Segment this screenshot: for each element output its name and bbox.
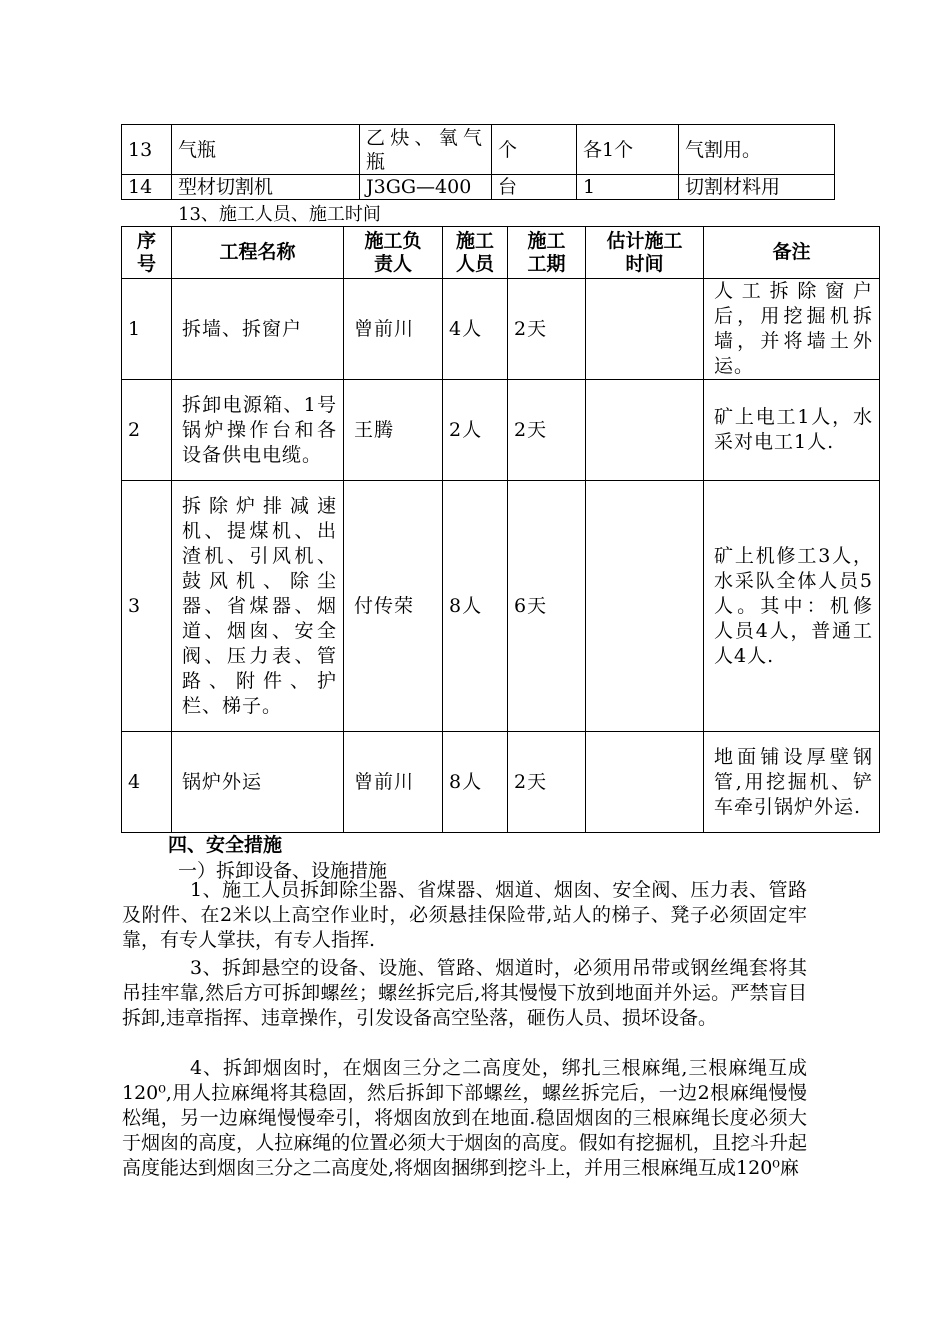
cell-est-time [586,279,704,380]
cell-remark: 地面铺设厚壁钢管,用挖掘机、铲车牵引锅炉外运. [704,732,880,833]
section-title-13: 13、施工人员、施工时间 [178,204,381,225]
cell-leader: 曾前川 [344,732,443,833]
section-title-safety: 四、安全措施 [168,834,283,856]
cell-spec: J3GG—400 [360,175,492,200]
cell-no: 2 [122,380,172,481]
cell-name: 型材切割机 [172,175,360,200]
cell-workers: 8人 [443,732,508,833]
cell-no: 1 [122,279,172,380]
cell-project: 锅炉外运 [172,732,344,833]
table-header-row [122,227,880,279]
tools-table [121,124,835,200]
cell-note: 切割材料用 [679,175,835,200]
cell-period: 2天 [508,279,586,380]
staff-table [121,226,880,833]
paragraph: 1、施工人员拆卸除尘器、省煤器、烟道、烟囱、安全阀、压力表、管路及附件、在2米以上高空作业时，必须悬挂保险带,站人的梯子、凳子必须固定牢靠，有专人掌扶，有专人指挥. [122,879,807,951]
table-row [122,279,880,380]
cell-no: 13 [122,125,172,175]
cell-no: 4 [122,732,172,833]
cell-leader: 付传荣 [344,481,443,732]
paragraph: 4、拆卸烟囱时，在烟囱三分之二高度处，绑扎三根麻绳,三根麻绳互成120⁰,用人拉麻绳将其稳固，然后拆卸下部螺丝，螺丝拆完后，一边2根麻绳慢慢松绳，另一边麻绳慢慢牵引，将烟囱放到在地面.稳固烟囱的三根麻绳长度必须大于烟囱的高度，人拉麻绳的位置必须大于烟囱的高度。假如有挖掘机，且挖斗升起高度能达到烟囱三分之二高度处,将烟囱捆绑到挖斗上，并用三根麻绳互成120⁰麻 [122,1057,807,1179]
cell-workers: 8人 [443,481,508,732]
cell-remark: 人工拆除窗户后，用挖掘机拆墙，并将墙土外运。 [704,279,880,380]
table-row [122,380,880,481]
cell-est-time [586,732,704,833]
table-row [122,175,835,200]
paragraph: 3、拆卸悬空的设备、设施、管路、烟道时，必须用吊带或钢丝绳套将其吊挂牢靠,然后方可拆卸螺丝；螺丝拆完后,将其慢慢下放到地面并外运。严禁盲目拆卸,违章指挥、违章操作，引发设备高空坠落，砸伤人员、损坏设备。 [122,957,807,1029]
cell-spec: 乙炔、氧气瓶 [360,125,492,175]
cell-note: 气割用。 [679,125,835,175]
cell-qty: 1 [577,175,679,200]
cell-no: 14 [122,175,172,200]
cell-est-time [586,380,704,481]
header-leader: 施工负责人 [344,227,443,279]
cell-period: 2天 [508,380,586,481]
cell-name: 气瓶 [172,125,360,175]
cell-workers: 2人 [443,380,508,481]
header-est-time: 估计施工时间 [586,227,704,279]
cell-remark: 矿上电工1人，水采对电工1人. [704,380,880,481]
cell-leader: 曾前川 [344,279,443,380]
table-row [122,732,880,833]
cell-leader: 王腾 [344,380,443,481]
header-project: 工程名称 [172,227,344,279]
cell-remark: 矿上机修工3人，水采队全体人员5人。其中：机修人员4人，普通工人4人. [704,481,880,732]
cell-no: 3 [122,481,172,732]
cell-period: 2天 [508,732,586,833]
cell-project: 拆除炉排减速机、提煤机、出渣机、引风机、鼓风机、除尘器、省煤器、烟道、烟囱、安全阀、压力表、管路、附件、护栏、梯子。 [172,481,344,732]
subsection-title: 一）拆卸设备、设施措施 [178,860,388,882]
header-period: 施工工期 [508,227,586,279]
cell-unit: 个 [492,125,577,175]
cell-project: 拆墙、拆窗户 [172,279,344,380]
table-row [122,125,835,175]
cell-est-time [586,481,704,732]
cell-unit: 台 [492,175,577,200]
cell-project: 拆卸电源箱、1号锅炉操作台和各设备供电电缆。 [172,380,344,481]
header-no: 序号 [122,227,172,279]
header-remark: 备注 [704,227,880,279]
cell-workers: 4人 [443,279,508,380]
cell-qty: 各1个 [577,125,679,175]
table-row [122,481,880,732]
cell-period: 6天 [508,481,586,732]
header-workers: 施工人员 [443,227,508,279]
